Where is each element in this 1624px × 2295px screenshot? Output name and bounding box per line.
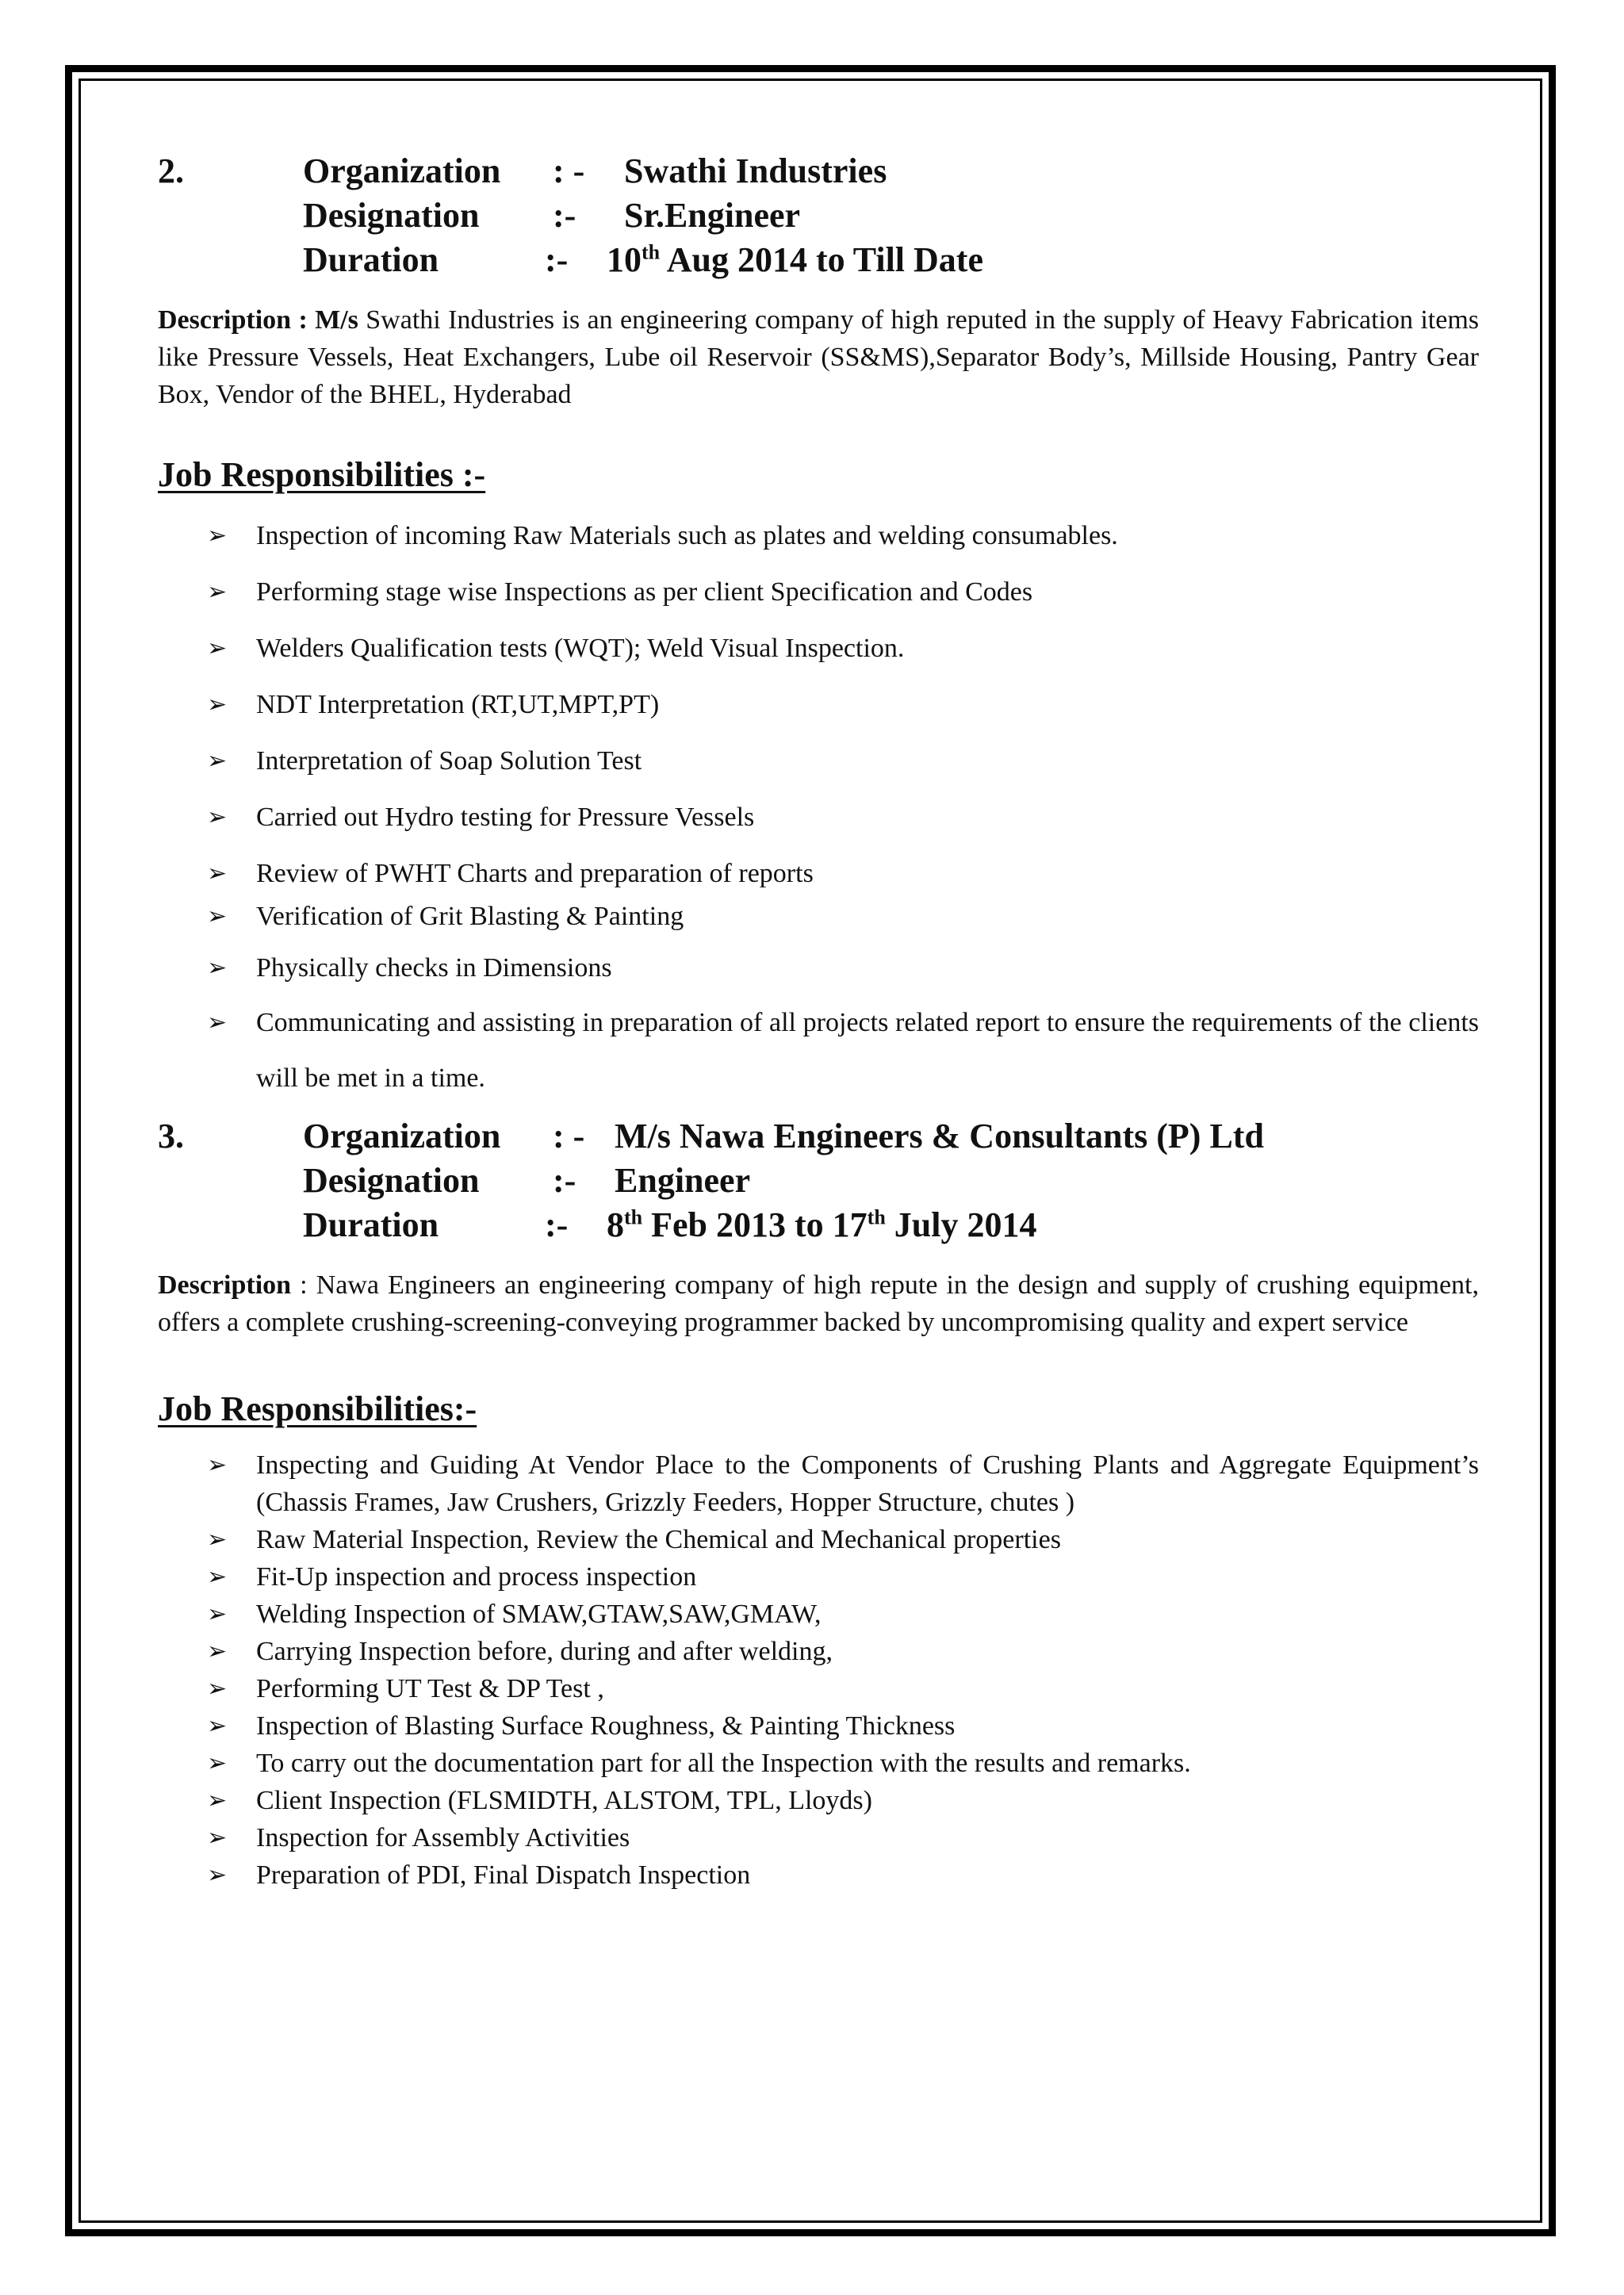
list-item: ➢ Carrying Inspection before, during and after welding,: [158, 1633, 1479, 1670]
arrow-bullet-icon: ➢: [207, 803, 228, 831]
organization-row: [303, 151, 887, 191]
list-item: ➢ Raw Material Inspection, Review the Chemical and Mechanical properties: [158, 1521, 1479, 1558]
arrow-bullet-icon: ➢: [207, 747, 228, 775]
designation-label: Designation: [303, 1161, 480, 1200]
list-item: ➢ Fit-Up inspection and process inspection: [158, 1558, 1479, 1596]
resume-page-content: [158, 151, 1479, 1894]
arrow-bullet-icon: ➢: [207, 1563, 228, 1591]
designation-value: Engineer: [615, 1161, 751, 1200]
arrow-bullet-icon: ➢: [207, 522, 228, 550]
organization-value: M/s Nawa Engineers & Consultants (P) Ltd: [615, 1117, 1264, 1155]
designation-row: [303, 1160, 750, 1201]
arrow-bullet-icon: ➢: [207, 902, 228, 930]
arrow-bullet-icon: ➢: [207, 1749, 228, 1777]
designation-row: [303, 195, 800, 236]
arrow-bullet-icon: ➢: [207, 1712, 228, 1740]
company-description: [158, 1266, 1479, 1341]
list-item: ➢ Inspecting and Guiding At Vendor Place to the Components of Crushing Plants and Aggregate Equipment’s (Chassis Frames, Jaw Crushers, Grizzly Feeders, Hopper Structure, chutes ): [158, 1446, 1479, 1521]
list-item: ➢ Client Inspection (FLSMIDTH, ALSTOM, TPL, Lloyds): [158, 1782, 1479, 1819]
duration-row: [303, 1205, 1036, 1245]
arrow-bullet-icon: ➢: [207, 1600, 228, 1628]
list-item: ➢ Review of PWHT Charts and preparation of reports: [158, 850, 1479, 898]
duration-range: Aug 2014 to Till Date: [666, 240, 983, 279]
list-item: ➢ Inspection of incoming Raw Materials such as plates and welding consumables.: [158, 512, 1479, 560]
duration-start-day: 8: [607, 1205, 624, 1244]
list-item: ➢ Preparation of PDI, Final Dispatch Inspection: [158, 1856, 1479, 1894]
list-item: ➢ Interpretation of Soap Solution Test: [158, 738, 1479, 785]
job-responsibilities-heading: Job Responsibilities :-: [158, 455, 486, 494]
organization-row: [303, 1116, 1264, 1156]
list-item: ➢ Welders Qualification tests (WQT); Weld Visual Inspection.: [158, 625, 1479, 672]
section-number: 3.: [158, 1117, 184, 1155]
arrow-bullet-icon: ➢: [207, 1787, 228, 1814]
duration-separator: :-: [545, 240, 569, 279]
experience-header-2: [158, 151, 1479, 284]
arrow-bullet-icon: ➢: [207, 1451, 228, 1479]
list-item: ➢ Communicating and assisting in preparation of all projects related report to ensure the requirements of the clients will be met in a time.: [158, 995, 1479, 1106]
arrow-bullet-icon: ➢: [207, 634, 228, 662]
list-item: ➢ Performing UT Test & DP Test ,: [158, 1670, 1479, 1707]
arrow-bullet-icon: ➢: [207, 1861, 228, 1889]
list-item: ➢ Physically checks in Dimensions: [158, 944, 1479, 992]
duration-label: Duration: [303, 1205, 439, 1244]
arrow-bullet-icon: ➢: [207, 1675, 228, 1703]
list-item: ➢ Inspection of Blasting Surface Roughness, & Painting Thickness: [158, 1707, 1479, 1745]
arrow-bullet-icon: ➢: [207, 691, 228, 718]
designation-separator: :-: [553, 196, 576, 235]
organization-label: Organization: [303, 151, 501, 190]
arrow-bullet-icon: ➢: [207, 1526, 228, 1554]
description-label: Description: [158, 1270, 292, 1300]
section-number: 2.: [158, 151, 184, 190]
duration-ordinal: th: [624, 1205, 643, 1229]
organization-value: Swathi Industries: [624, 151, 887, 190]
list-item: ➢ Performing stage wise Inspections as per client Specification and Codes: [158, 569, 1479, 616]
description-label: Description : M/s: [158, 305, 358, 335]
arrow-bullet-icon: ➢: [207, 1638, 228, 1665]
duration-end: July 2014: [894, 1205, 1037, 1244]
list-item: ➢ Inspection for Assembly Activities: [158, 1819, 1479, 1856]
designation-label: Designation: [303, 196, 480, 235]
list-item: ➢ Welding Inspection of SMAW,GTAW,SAW,GMAW,: [158, 1596, 1479, 1633]
description-text: : Nawa Engineers an engineering company of high repute in the design and supply of crushing equipment, offers a complete crushing-screening-conveying programmer backed by uncompromising quality and expert service: [158, 1270, 1479, 1337]
duration-label: Duration: [303, 240, 439, 279]
arrow-bullet-icon: ➢: [207, 578, 228, 606]
organization-separator: : -: [553, 151, 585, 190]
arrow-bullet-icon: ➢: [207, 1824, 228, 1852]
list-item: ➢ NDT Interpretation (RT,UT,MPT,PT): [158, 681, 1479, 729]
list-item: ➢ To carry out the documentation part for all the Inspection with the results and remarks.: [158, 1745, 1479, 1782]
responsibilities-list: [158, 512, 1479, 1106]
duration-range: Feb 2013 to 17: [651, 1205, 868, 1244]
list-item: ➢ Carried out Hydro testing for Pressure Vessels: [158, 794, 1479, 841]
arrow-bullet-icon: ➢: [207, 1009, 228, 1036]
duration-ordinal: th: [642, 240, 661, 264]
description-text: Swathi Industries is an engineering company of high reputed in the supply of Heavy Fabrication items like Pressure Vessels, Heat Exchangers, Lube oil Reservoir (SS&MS),Separator Body’s, Millside Housing, Pantry Gear Box, Vendor of the BHEL, Hyderabad: [158, 305, 1479, 409]
arrow-bullet-icon: ➢: [207, 954, 228, 982]
duration-start-day: 10: [607, 240, 642, 279]
organization-separator: : -: [553, 1117, 585, 1155]
arrow-bullet-icon: ➢: [207, 860, 228, 887]
responsibilities-list: [158, 1446, 1479, 1894]
organization-label: Organization: [303, 1117, 501, 1155]
job-responsibilities-heading: Job Responsibilities:-: [158, 1389, 477, 1428]
duration-separator: :-: [545, 1205, 569, 1244]
designation-value: Sr.Engineer: [624, 196, 801, 235]
experience-header-3: [158, 1116, 1479, 1249]
designation-separator: :-: [553, 1161, 576, 1200]
duration-ordinal: th: [867, 1205, 886, 1229]
duration-row: [303, 239, 983, 280]
company-description: [158, 301, 1479, 413]
list-item: ➢ Verification of Grit Blasting & Painting: [158, 898, 1479, 936]
